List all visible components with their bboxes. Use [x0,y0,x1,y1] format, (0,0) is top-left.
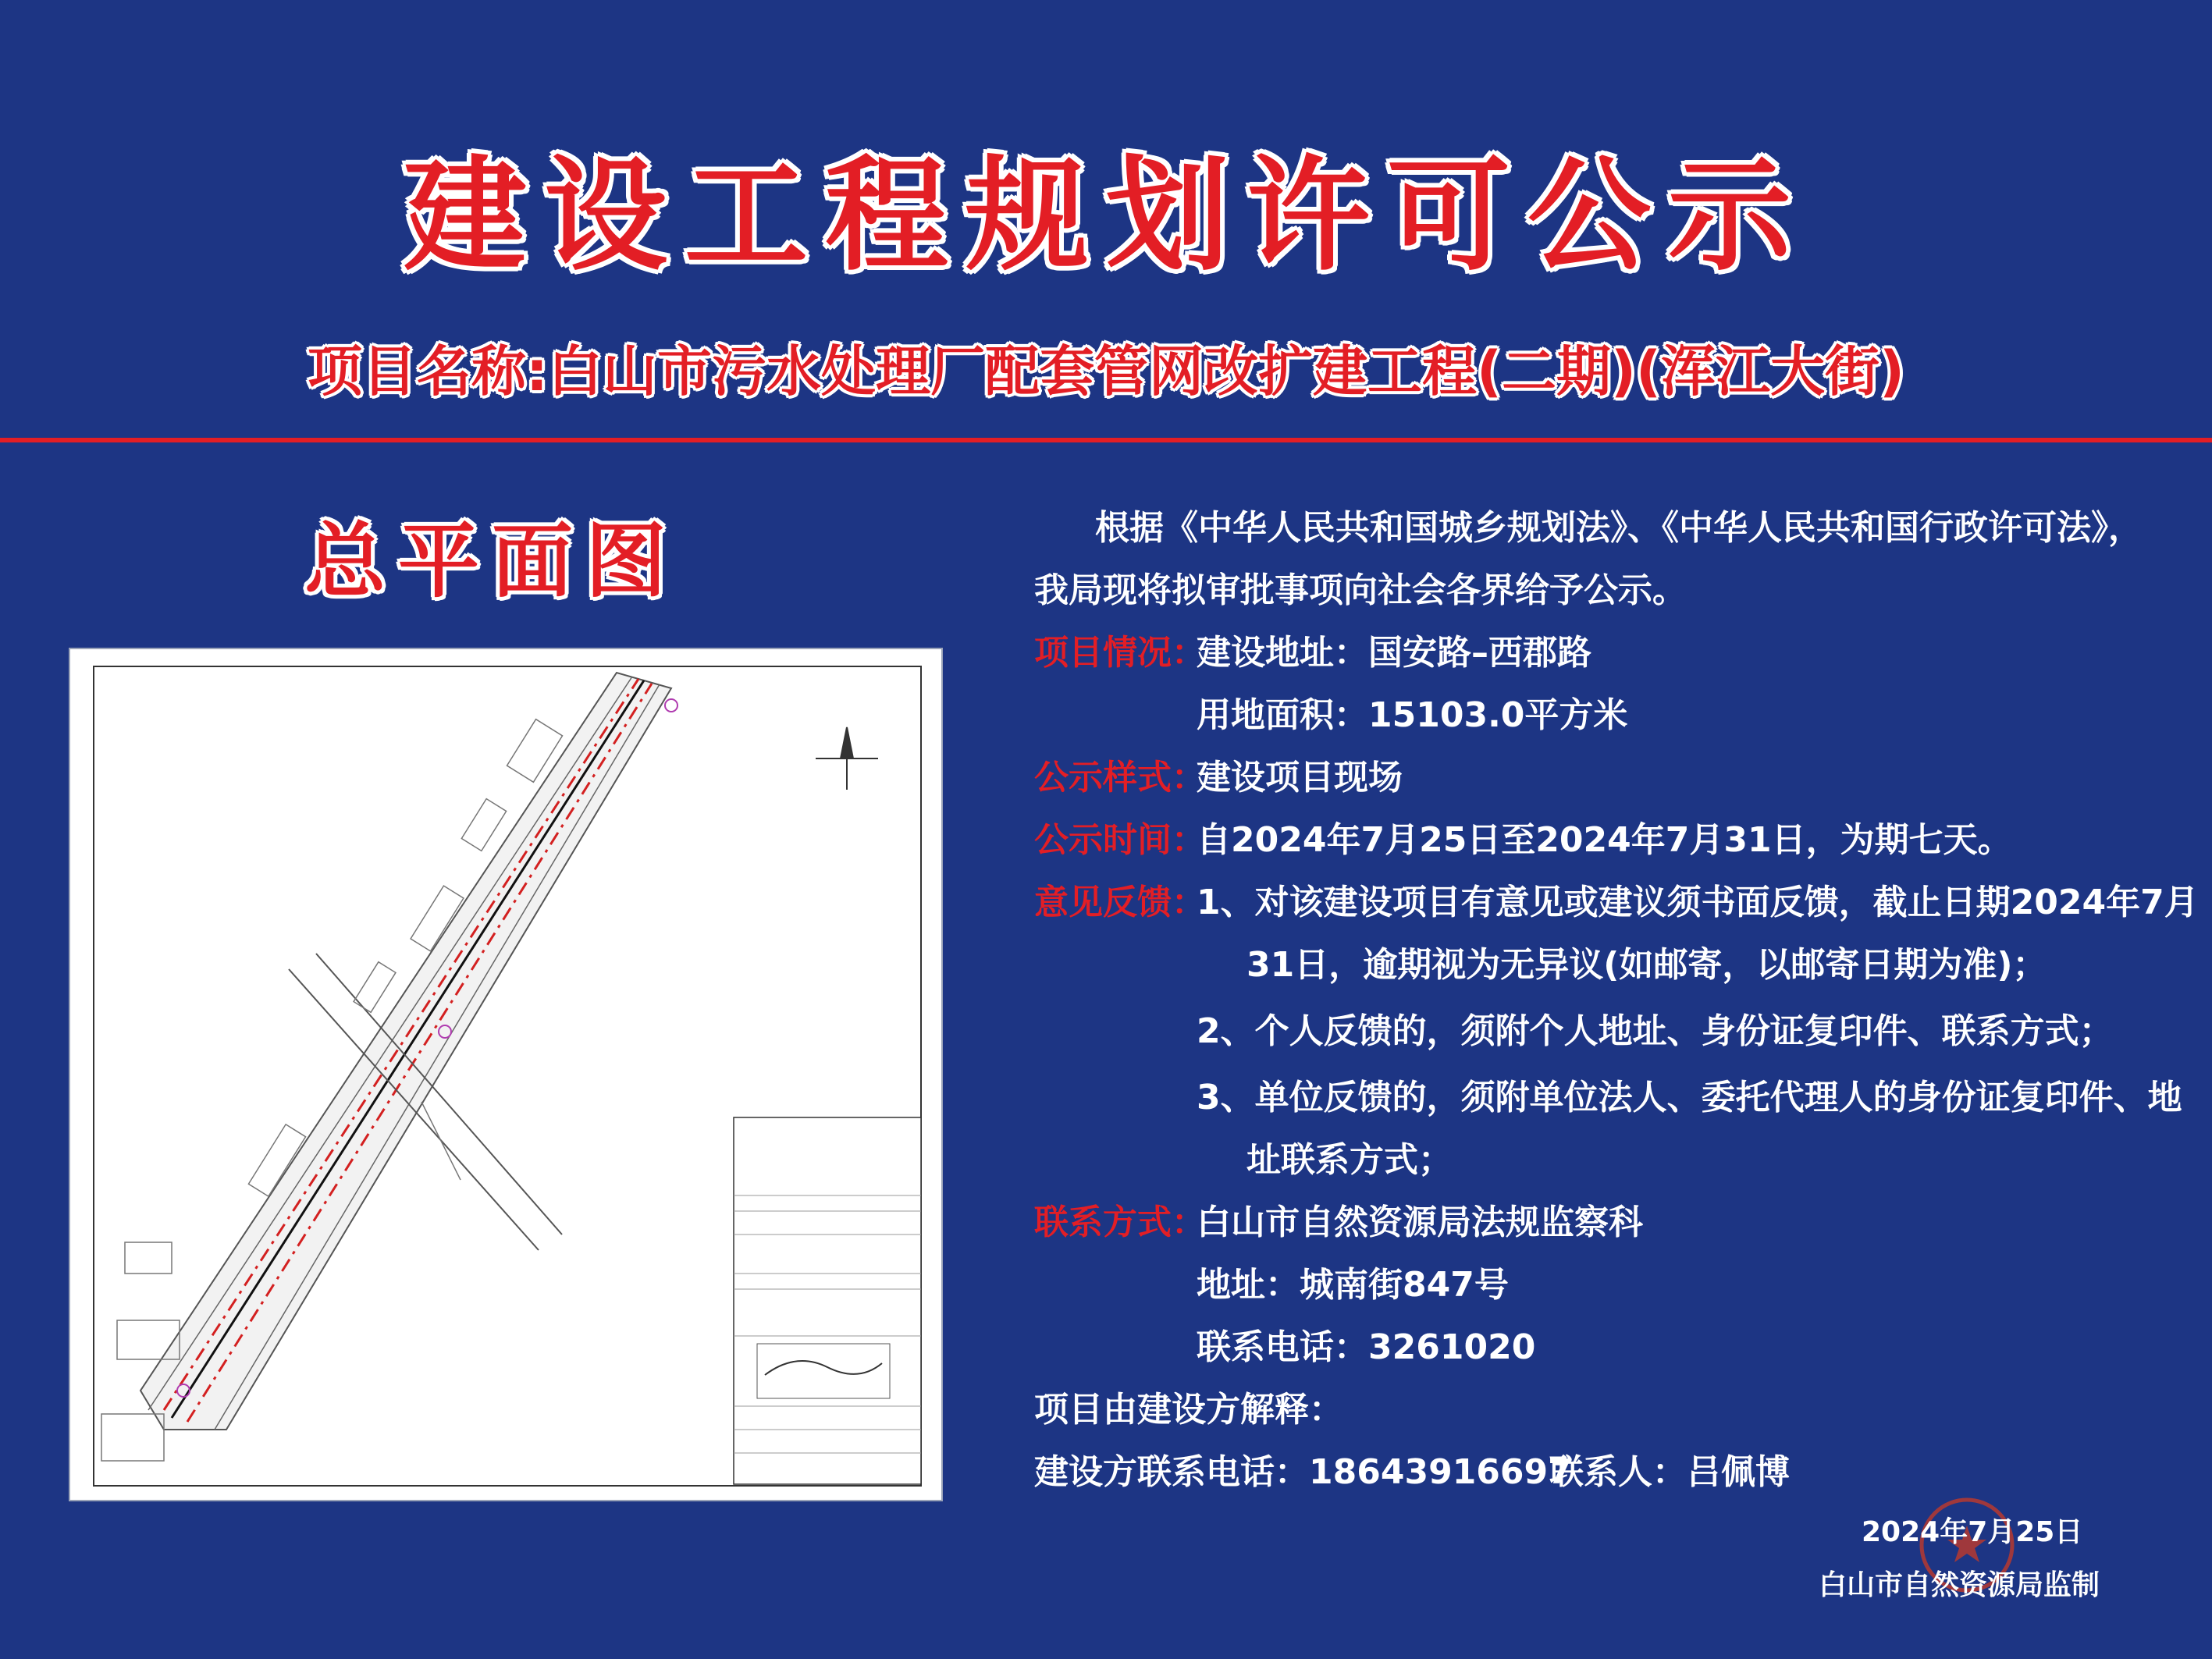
legend-block [734,1117,921,1484]
feedback-3b: 址联系方式； [1246,1140,1453,1180]
builder-contact: 联系人：吕佩博 [1549,1452,1790,1492]
contact-address: 地址：城南街847号 [1197,1265,1509,1305]
feedback-2: 2、个人反馈的，须附个人地址、身份证复印件、联系方式； [1197,1011,2114,1051]
divider [0,438,2212,442]
site-plan-svg [70,649,941,1500]
footer-org: 白山市自然资源局监制 [1819,1569,2100,1601]
plan-title: 总平面图 [304,513,680,609]
feedback-label: 意见反馈： [1034,883,1206,922]
time-value: 自2024年7月25日至2024年7月31日，为期七天。 [1197,820,2012,860]
style-label: 公示样式： [1034,758,1206,798]
area-text: 用地面积：15103.0平方米 [1197,695,1628,735]
footer-date: 2024年7月25日 [1862,1516,2083,1548]
contact-label: 联系方式： [1034,1203,1206,1242]
style-value: 建设项目现场 [1197,758,1403,798]
feedback-1a: 1、对该建设项目有意见或建议须书面反馈，截止日期2024年7月 [1197,883,2199,922]
page-title: 建设工程规划许可公示 [404,144,1808,288]
contact-dept: 白山市自然资源局法规监察科 [1197,1203,1643,1242]
feedback-3a: 3、单位反馈的，须附单位法人、委托代理人的身份证复印件、地 [1197,1078,2182,1117]
time-label: 公示时间： [1034,820,1206,860]
project-name: 项目名称:白山市污水处理厂配套管网改扩建工程(二期)(浑江大街) [308,339,1904,403]
feedback-1b: 31日，逾期视为无异议(如邮寄，以邮寄日期为准)； [1246,945,2047,985]
address-text: 建设地址：国安路–西郡路 [1197,633,1591,673]
intro-line-2: 我局现将拟审批事项向社会各界给予公示。 [1034,570,1687,610]
project-info-label: 项目情况： [1034,633,1206,673]
builder-phone: 建设方联系电话：18643916697 [1034,1452,1572,1492]
explain-line: 项目由建设方解释： [1034,1390,1343,1430]
site-plan-drawing [69,648,943,1501]
intro-line-1: 根据《中华人民共和国城乡规划法》、《中华人民共和国行政许可法》， [1095,508,2143,548]
contact-phone: 联系电话：3261020 [1197,1327,1536,1367]
